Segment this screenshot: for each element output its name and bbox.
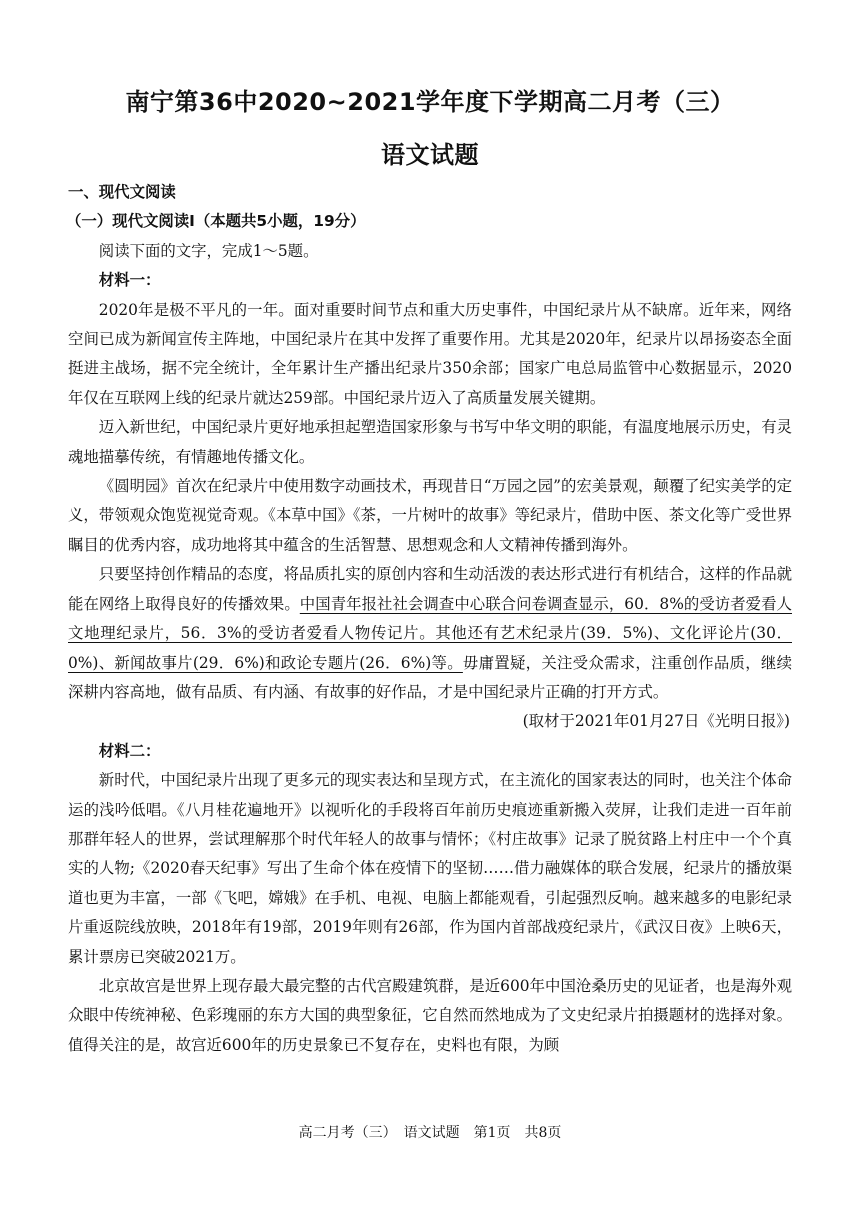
section-heading: 一、现代文阅读 — [68, 183, 176, 201]
material-two-label: 材料二： — [98, 741, 161, 760]
exam-title: 南宁第36中2020~2021学年度下学期高二月考（三） — [125, 88, 735, 116]
page-footer: 高二月考（三） 语文试题 第1页 共8页 — [298, 1125, 562, 1141]
material-one-paragraph-3: 《圆明园》首次在纪录片中使用数字动画技术，再现昔日“万园之园”的宏美景观，颠覆了纪实美学的定义，带领观众饱览视觉奇观。《本草中国》《茶，一片树叶的故事》等纪录片，借助中医、茶文化等广受世界瞩目的优秀内容，成功地将其中蕴含的生活智慧、思想观念和人文精神传播到海外。 — [68, 477, 792, 554]
reading-instruction: 阅读下面的文字，完成1～5题。 — [98, 241, 319, 260]
source-citation: (取材于2021年01月27日《光明日报》) — [522, 712, 790, 731]
exam-content — [68, 178, 792, 1060]
material-one-paragraph-2: 迈入新世纪，中国纪录片更好地承担起塑造国家形象与书写中华文明的职能，有温度地展示历史，有灵魂地描摹传统，有情趣地传播文化。 — [68, 418, 792, 466]
material-one-paragraph-1: 2020年是极不平凡的一年。面对重要时间节点和重大历史事件，中国纪录片从不缺席。近年来，网络空间已成为新闻宣传主阵地，中国纪录片在其中发挥了重要作用。尤其是2020年，纪录片以昂扬姿态全面挺进主战场，据不完全统计，全年累计生产播出纪录片350余部；国家广电总局监管中心数据显示，2020年仅在互联网上线的纪录片就达259部。中国纪录片迈入了高质量发展关键期。 — [68, 300, 792, 407]
material-one-paragraph-4 — [68, 560, 792, 707]
underlined-survey-text: 中国青年报社社会调查中心联合问卷调查显示，60．8%的受访者爱看人文地理纪录片，56．3%的受访者爱看人物传记片。其他还有艺术纪录片(39．5%)、文化评论片(30．0%)、新闻故事片(29．6%)和政论专题片(26．6%)等。 — [68, 594, 792, 672]
exam-subtitle: 语文试题 — [381, 141, 479, 169]
material-one-label: 材料一： — [98, 271, 161, 290]
section-subheading: （一）现代文阅读Ⅰ（本题共5小题，19分） — [66, 212, 366, 231]
paragraph-4-tail: 毋庸置疑，关注受众需求，注重创作品质，继续深耕内容高地，做有品质、有内涵、有故事的好作品，才是中国纪录片正确的打开方式。 — [68, 653, 792, 701]
material-two-paragraph-1: 新时代，中国纪录片出现了更多元的现实表达和呈现方式，在主流化的国家表达的同时，也关注个体命运的浅吟低唱。《八月桂花遍地开》以视听化的手段将百年前历史痕迹重新搬入荧屏，让我们走进一百年前那群年轻人的世界，尝试理解那个时代年轻人的故事与情怀；《村庄故事》记录了脱贫路上村庄中一个个真实的人物;《2020春天纪事》写出了生命个体在疫情下的坚韧……借力融媒体的联合发展，纪录片的播放渠道也更为丰富，一部《飞吧，嫦娥》在手机、电视、电脑上都能观看，引起强烈反响。越来越多的电影纪录片重返院线放映，2018年有19部，2019年则有26部，作为国内首部战疫纪录片，《武汉日夜》上映6天，累计票房已突破2021万。 — [68, 771, 792, 966]
material-two-paragraph-2: 北京故宫是世界上现存最大最完整的古代宫殿建筑群，是近600年中国沧桑历史的见证者，也是海外观众眼中传统神秘、色彩瑰丽的东方大国的典型象征，它自然而然地成为了文史纪录片拍摄题材的选择对象。值得关注的是，故宫近600年的历史景象已不复存在，史料也有限，为顾 — [68, 976, 792, 1054]
paragraph-4-lead: 只要坚持创作精品的态度，将品质扎实的原创内容和生动活泼的表达形式进行有机结合，这样的作品就能在网络上取得良好的传播效果。 — [68, 565, 792, 613]
